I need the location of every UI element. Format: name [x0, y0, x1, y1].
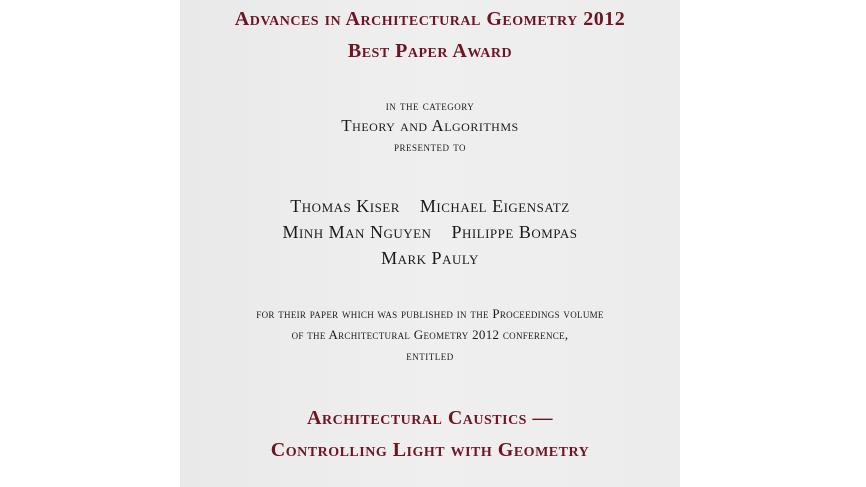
description-line: for their paper which was published in the Proceedings volume	[256, 306, 604, 321]
authors-row-2	[180, 222, 680, 243]
description-line: entitled	[406, 348, 454, 363]
presented-to: presented to	[393, 139, 467, 154]
category-name: Theory and Algorithms	[341, 116, 519, 135]
category-intro: in the category	[385, 98, 475, 113]
authors-row-3	[180, 248, 680, 269]
certificate-title: Advances in Architectural Geometry 2012	[234, 8, 626, 30]
paper-title-line: Controlling Light with Geometry	[270, 439, 590, 461]
author-name: Michael Eigensatz	[419, 196, 570, 216]
paper-title-line: Architectural Caustics —	[307, 407, 553, 429]
author-name: Philippe Bompas	[451, 222, 578, 242]
award-name: Best Paper Award	[347, 40, 513, 62]
author-name: Minh Man Nguyen	[282, 222, 432, 242]
description-line: of the Architectural Geometry 2012 conference,	[291, 327, 569, 342]
author-name: Mark Pauly	[381, 248, 479, 268]
authors-row-1	[180, 196, 680, 217]
author-name: Thomas Kiser	[290, 196, 400, 216]
